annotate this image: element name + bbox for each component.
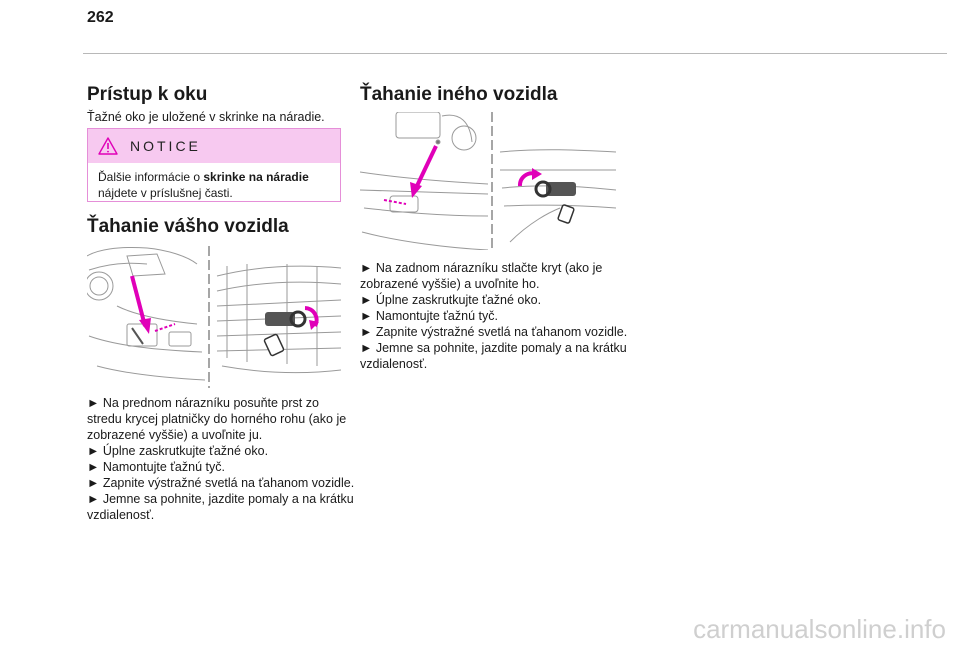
intro-text: Ťažné oko je uložené v skrinke na náradie.	[87, 110, 325, 124]
step-line: ► Zapnite výstražné svetlá na ťahanom vozidle.	[360, 325, 628, 339]
step-line: ► Namontujte ťažnú tyč.	[87, 460, 225, 474]
step-line: zobrazené vyššie) a uvoľnite ho.	[360, 277, 540, 291]
step-line: ► Na prednom nárazníku posuňte prst zo	[87, 396, 319, 410]
page-number: 262	[87, 9, 114, 26]
left-steps	[87, 395, 354, 523]
heading-access-eye: Prístup k oku	[87, 84, 208, 105]
step-line: ► Úplne zaskrutkujte ťažné oko.	[360, 293, 542, 307]
step-line: stredu krycej platničky do horného rohu (ako je	[87, 412, 347, 426]
step-line: vzdialenosť.	[360, 357, 428, 371]
notice-text-part: Ďalšie informácie o	[98, 170, 204, 184]
heading-tow-another-vehicle: Ťahanie iného vozidla	[360, 84, 558, 105]
warning-icon	[98, 137, 118, 155]
rear-bumper-illustration	[360, 112, 616, 250]
step-line: ► Na zadnom nárazníku stlačte kryt (ako je	[360, 261, 603, 275]
heading-tow-your-vehicle: Ťahanie vášho vozidla	[87, 216, 289, 237]
notice-text-bold: skrinke na náradie	[203, 170, 309, 184]
notice-text	[88, 163, 340, 207]
right-steps	[360, 260, 627, 372]
step-line: ► Jemne sa pohnite, jazdite pomaly a na krátku	[360, 341, 627, 355]
watermark: carmanualsonline.info	[693, 614, 946, 644]
step-line: zobrazené vyššie) a uvoľnite ju.	[87, 428, 263, 442]
notice-label: NOTICE	[130, 138, 201, 154]
step-line: ► Zapnite výstražné svetlá na ťahanom vozidle.	[87, 476, 355, 490]
notice-text-part: nájdete v príslušnej časti.	[98, 186, 233, 200]
step-line: ► Namontujte ťažnú tyč.	[360, 309, 498, 323]
top-rule	[83, 53, 947, 54]
step-line: ► Úplne zaskrutkujte ťažné oko.	[87, 444, 269, 458]
step-line: vzdialenosť.	[87, 508, 155, 522]
notice-header	[88, 129, 340, 163]
notice-box	[87, 128, 341, 202]
step-line: ► Jemne sa pohnite, jazdite pomaly a na krátku	[87, 492, 354, 506]
front-bumper-illustration	[87, 246, 341, 388]
